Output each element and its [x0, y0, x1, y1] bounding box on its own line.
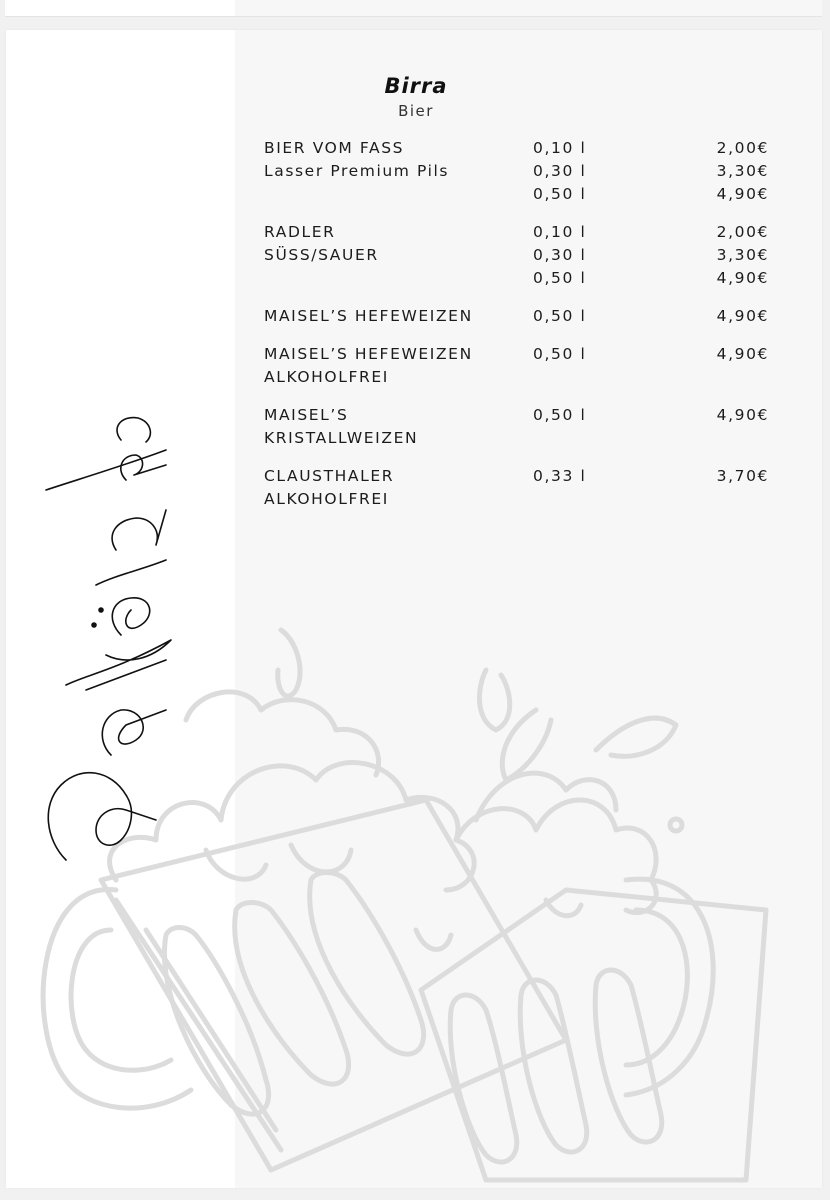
item-price: 2,00€ — [716, 139, 769, 157]
item-price: 2,00€ — [716, 223, 769, 241]
item-size: 0,33 l — [533, 467, 587, 485]
item-price: 3,70€ — [716, 467, 769, 485]
item-size: 0,50 l — [533, 307, 587, 325]
item-name-line: ALKOHOLFREI — [264, 490, 389, 508]
item-price: 4,90€ — [716, 269, 769, 287]
item-prices — [653, 404, 769, 450]
item-name — [264, 404, 533, 450]
item-size: 0,50 l — [533, 345, 587, 363]
item-name-line: CLAUSTHALER — [264, 467, 395, 485]
item-sizes — [533, 221, 653, 290]
item-name-line: BIER VOM FASS — [264, 139, 405, 157]
item-name-line: Lasser Premium Pils — [264, 162, 450, 180]
item-name-line: KRISTALLWEIZEN — [264, 429, 419, 447]
item-prices — [653, 465, 769, 511]
item-sizes — [533, 305, 653, 328]
item-prices — [653, 343, 769, 389]
menu-item — [264, 221, 769, 290]
menu-item — [264, 465, 769, 511]
item-price: 3,30€ — [716, 246, 769, 264]
item-price: 4,90€ — [716, 185, 769, 203]
item-prices — [653, 221, 769, 290]
getraenke-script-title — [26, 410, 176, 870]
item-size: 0,10 l — [533, 223, 587, 241]
item-sizes — [533, 404, 653, 450]
item-name — [264, 343, 533, 389]
item-sizes — [533, 343, 653, 389]
item-price: 4,90€ — [716, 406, 769, 424]
item-price: 4,90€ — [716, 345, 769, 363]
item-price: 4,90€ — [716, 307, 769, 325]
item-sizes — [533, 465, 653, 511]
item-size: 0,50 l — [533, 269, 587, 287]
item-name-line: MAISEL’S HEFEWEIZEN — [264, 345, 473, 363]
item-prices — [653, 305, 769, 328]
item-sizes — [533, 137, 653, 206]
item-name — [264, 305, 533, 328]
item-name — [264, 137, 533, 206]
item-name-line: SÜSS/SAUER — [264, 246, 379, 264]
previous-page-edge — [5, 0, 822, 17]
section-heading — [306, 74, 526, 120]
beer-menu-list — [264, 137, 769, 526]
item-name-line: MAISEL’S HEFEWEIZEN — [264, 307, 473, 325]
menu-item — [264, 305, 769, 328]
item-name-line: ALKOHOLFREI — [264, 368, 389, 386]
section-subtitle: Bier — [398, 102, 434, 120]
item-name — [264, 465, 533, 511]
menu-item — [264, 404, 769, 450]
menu-item — [264, 137, 769, 206]
menu-item — [264, 343, 769, 389]
menu-page — [6, 30, 822, 1188]
item-name-line: RADLER — [264, 223, 336, 241]
item-size: 0,30 l — [533, 246, 587, 264]
item-size: 0,30 l — [533, 162, 587, 180]
item-prices — [653, 137, 769, 206]
item-price: 3,30€ — [716, 162, 769, 180]
section-title: Birra — [384, 74, 448, 98]
item-name — [264, 221, 533, 290]
item-name-line: MAISEL’S — [264, 406, 349, 424]
item-size: 0,50 l — [533, 185, 587, 203]
item-size: 0,10 l — [533, 139, 587, 157]
item-size: 0,50 l — [533, 406, 587, 424]
